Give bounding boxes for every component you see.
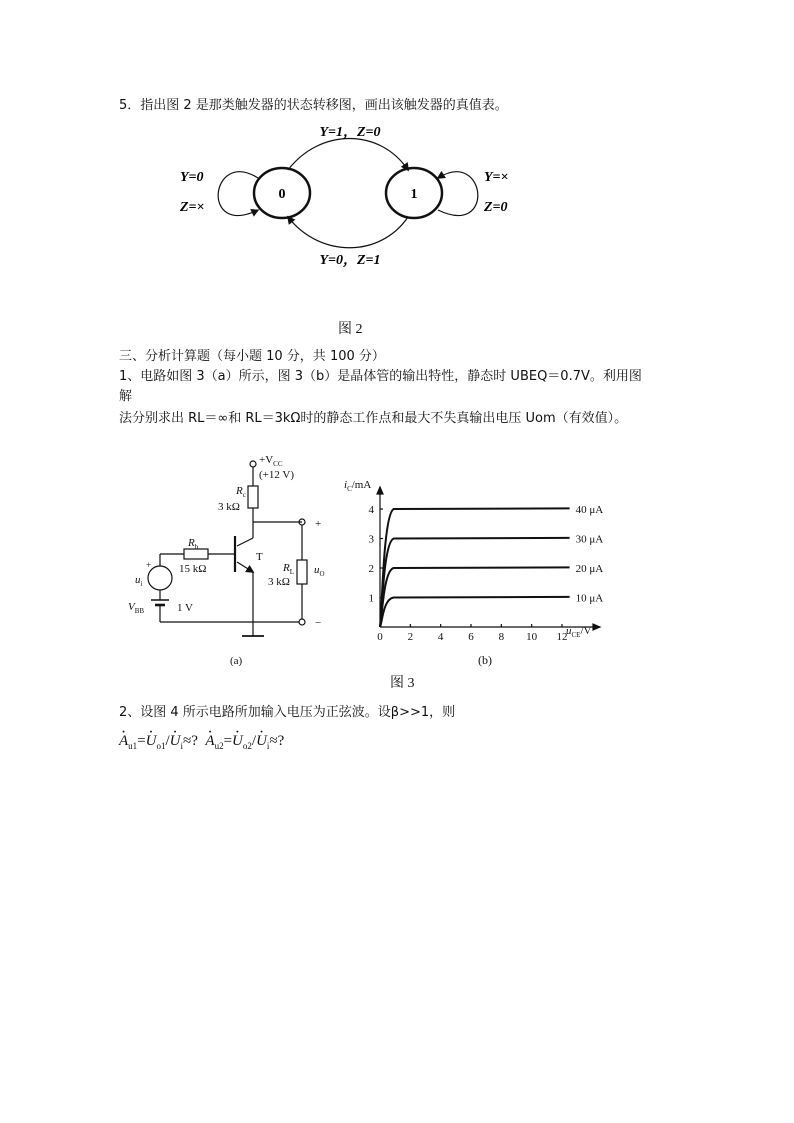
rb-sub: b	[194, 543, 199, 551]
rc-value: 3 kΩ	[218, 501, 240, 513]
output-characteristics-chart	[336, 470, 626, 670]
svg-text:RL	[282, 562, 294, 576]
y-tick-label: 3	[368, 533, 374, 546]
section-heading: 三、分析计算题（每小题 10 分，共 100 分）	[119, 349, 385, 364]
x-tick-label: 12	[556, 631, 568, 643]
ui-source-symbol	[148, 566, 172, 590]
rl-label: R	[283, 562, 290, 574]
x-tick-label: 4	[437, 631, 444, 643]
uo2-symbol: · U	[232, 733, 243, 750]
eq-2: =	[223, 733, 233, 749]
a1-symbol: · A	[119, 733, 128, 750]
a2-sub: u2	[214, 741, 224, 751]
svg-text:Rc	[235, 485, 246, 499]
x-tick-label: 8	[498, 631, 505, 643]
characteristic-curve	[380, 538, 570, 627]
svg-text:iC/mA	[344, 479, 371, 493]
transistor-label: T	[256, 551, 263, 563]
ui-symbol-1: · U	[170, 733, 181, 750]
state-1-label: 1	[410, 187, 418, 202]
x-tick-label: 2	[407, 631, 414, 643]
rb-value: 15 kΩ	[179, 563, 207, 575]
ui-symbol-2: · U	[256, 733, 267, 750]
svg-text:ui	[135, 574, 143, 588]
svg-text:Rb	[187, 537, 199, 551]
eq-1: =	[137, 733, 146, 749]
y-axis-label-unit: /mA	[351, 479, 372, 491]
curve-label: 20 μA	[575, 563, 604, 575]
vbb-label: V	[128, 601, 135, 613]
question-5-text: 5．指出图 2 是那类触发器的状态转移图，画出该触发器的真值表。	[119, 98, 508, 113]
y-tick-label: 1	[368, 592, 374, 605]
x-tick-label: 6	[468, 631, 474, 643]
rc-sub: c	[242, 491, 246, 499]
source-plus: +	[146, 560, 152, 570]
self-loop-0	[218, 172, 258, 216]
problem-2-text: 2、设图 4 所示电路所加输入电压为正弦波。设β>>1，则	[119, 705, 456, 720]
bottom-transition-label: Y=0，Z=1	[319, 253, 381, 268]
rl-sub: L	[289, 568, 295, 576]
vbb-sub: BB	[134, 607, 145, 615]
rl-value: 3 kΩ	[268, 576, 290, 588]
y-axis-label-sub: C	[347, 485, 352, 493]
x-tick-label: 0	[377, 631, 383, 643]
problem-1-line-1: 1、电路如图 3（a）所示，图 3（b）是晶体管的输出特性，静态时 UBEQ＝0.7V。利用图	[119, 369, 642, 384]
ui-label: u	[135, 574, 141, 586]
curve-label: 40 μA	[575, 504, 604, 516]
svg-text:+VCC	[259, 454, 283, 468]
characteristic-curve	[380, 597, 570, 627]
rb-label: R	[188, 537, 195, 549]
a2-symbol: · A	[205, 733, 214, 750]
vbb-value: 1 V	[177, 602, 193, 614]
gain-formula	[119, 733, 284, 751]
svg-text:uO	[314, 564, 325, 578]
y-axis-arrow	[377, 487, 383, 494]
slash-1: /	[165, 733, 170, 749]
x-axis-arrow	[593, 624, 600, 630]
uo-label: u	[314, 564, 320, 576]
top-transition-label: Y=1，Z=0	[319, 125, 381, 140]
right-loop-label-z: Z=0	[484, 200, 508, 215]
figure-2-caption: 图 2	[338, 322, 363, 337]
ui-sub-1: i	[180, 741, 184, 751]
vcc-value: (+12 V)	[259, 469, 295, 481]
x-tick-label: 10	[526, 631, 538, 643]
rc-label: R	[236, 485, 243, 497]
state-transition-diagram	[170, 118, 550, 278]
y-tick-label: 4	[368, 504, 374, 516]
approx-2: ≈?	[269, 733, 285, 749]
x-axis-label-unit: /V	[580, 625, 592, 637]
approx-1: ≈?	[183, 733, 198, 749]
left-loop-label-z: Z=×	[180, 200, 205, 215]
transition-1-to-0	[288, 217, 408, 248]
vcc-sub: CC	[273, 460, 283, 468]
circuit-label: (a)	[230, 655, 243, 667]
output-minus: −	[315, 617, 322, 629]
rc-resistor	[248, 486, 258, 508]
left-loop-label-y: Y=0	[180, 170, 204, 185]
ui-sub: i	[140, 580, 143, 588]
rl-resistor	[297, 560, 307, 584]
svg-text:VBB	[128, 601, 144, 615]
uo2-sub: o2	[242, 741, 252, 751]
uo1-symbol: · U	[146, 733, 157, 750]
right-loop-label-y: Y=×	[484, 170, 509, 185]
a1-sub: u1	[128, 741, 138, 751]
slash-2: /	[251, 733, 257, 749]
transition-0-to-1	[288, 139, 408, 171]
uo-sub: O	[319, 570, 325, 578]
problem-1-line-3: 法分别求出 RL＝∞和 RL＝3kΩ时的静态工作点和最大不失真输出电压 Uom（有效值）。	[119, 411, 628, 426]
curve-label: 30 μA	[575, 533, 604, 546]
y-axis-label: i	[344, 479, 348, 491]
ui-sub-2: i	[266, 741, 270, 751]
x-axis-label: u	[566, 625, 572, 637]
chart-label: (b)	[478, 653, 492, 667]
output-plus: +	[315, 518, 322, 530]
curve-label: 10 μA	[575, 592, 604, 605]
problem-1-line-2: 解	[119, 389, 133, 404]
x-axis-label-sub: CE	[571, 631, 581, 639]
y-tick-label: 2	[368, 563, 374, 575]
self-loop-1	[438, 172, 478, 216]
figure-3-caption: 图 3	[390, 676, 415, 691]
uo1-sub: o1	[156, 741, 166, 751]
vcc-label: +V	[259, 454, 274, 466]
common-emitter-circuit	[120, 450, 340, 672]
state-0-label: 0	[278, 187, 286, 202]
